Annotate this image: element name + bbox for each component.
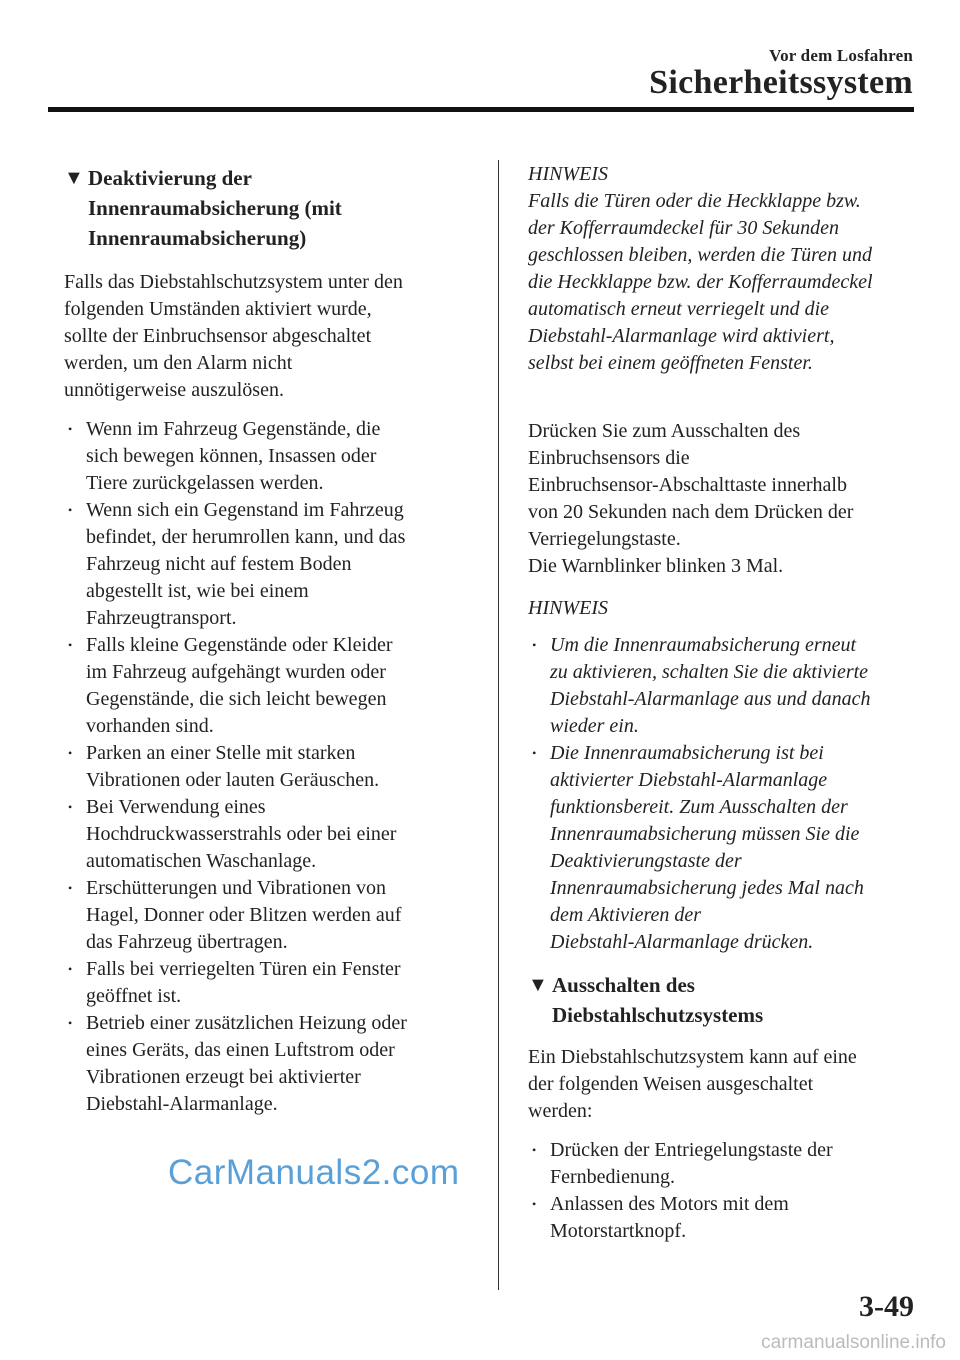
page-number: 3-49 — [859, 1290, 914, 1323]
text-line: Ein Diebstahlschutzsystem kann auf eine — [528, 1046, 857, 1068]
note-label: HINWEIS — [528, 163, 608, 185]
text-line: sich bewegen können, Insassen oder — [86, 445, 377, 467]
text-line: • Drücken der Entriegelungstaste der — [550, 1139, 833, 1161]
text-line: automatisch erneut verriegelt und die — [528, 298, 830, 320]
text-line: selbst bei einem geöffneten Fenster. — [528, 352, 813, 374]
footer-watermark: carmanualsonline.info — [761, 1332, 946, 1353]
text-line: geöffnet ist. — [86, 985, 182, 1007]
text-line: Vibrationen oder lauten Geräuschen. — [86, 769, 380, 791]
watermark-logo: CarManuals2.com — [168, 1153, 460, 1192]
text-line: Fernbedienung. — [550, 1166, 675, 1188]
triangle-marker-icon: ▼ — [528, 974, 548, 996]
text-line: Motorstartknopf. — [550, 1220, 687, 1242]
text-line: von 20 Sekunden nach dem Drücken der — [528, 501, 854, 523]
list-item — [46, 794, 474, 875]
text-line: Gegenstände, die sich leicht bewegen — [86, 688, 387, 710]
text-line: Vibrationen erzeugt bei aktivierter — [86, 1066, 361, 1088]
text-line: • Falls kleine Gegenstände oder Kleider — [86, 634, 393, 656]
text-line: funktionsbereit. Zum Ausschalten der — [550, 796, 848, 818]
left-column — [64, 163, 474, 1118]
list-item — [510, 740, 920, 956]
text-line: im Fahrzeug aufgehängt wurden oder — [86, 661, 386, 683]
condition-list — [46, 416, 474, 1118]
text-line: • Um die Innenraumabsicherung erneut — [550, 634, 857, 656]
text-line: • Betrieb einer zusätzlichen Heizung oder — [86, 1012, 407, 1034]
note-label: HINWEIS — [528, 597, 608, 619]
text-line: • Parken an einer Stelle mit starken — [86, 742, 356, 764]
header-rule — [48, 107, 914, 112]
chapter-heading: Vor dem Losfahren — [769, 46, 913, 65]
text-line: • Falls bei verriegelten Türen ein Fenster — [86, 958, 401, 980]
section-heading — [64, 163, 474, 253]
text-line: abgestellt ist, wie bei einem — [86, 580, 309, 602]
text-line: werden: — [528, 1100, 593, 1122]
text-line: die Heckklappe bzw. der Kofferraumdeckel — [528, 271, 873, 293]
text-line: vorhanden sind. — [86, 715, 214, 737]
text-line: befindet, der herumrollen kann, und das — [86, 526, 406, 548]
text-line: Innenraumabsicherung müssen Sie die — [550, 823, 860, 845]
text-line: Tiere zurückgelassen werden. — [86, 472, 324, 494]
list-item — [510, 1191, 920, 1245]
list-item — [510, 632, 920, 740]
text-line: Deaktivierungstaste der — [550, 850, 742, 872]
note-list — [510, 632, 920, 956]
text-line: wieder ein. — [550, 715, 639, 737]
list-item — [46, 956, 474, 1010]
text-line: Drücken Sie zum Ausschalten des — [528, 420, 801, 442]
section-title-line: Deaktivierung der — [88, 166, 252, 190]
note-box — [528, 161, 920, 377]
list-item — [46, 875, 474, 956]
text-line: folgenden Umständen aktiviert wurde, — [64, 298, 372, 320]
list-item — [46, 497, 474, 632]
intro-paragraph — [64, 269, 474, 404]
text-line: Falls das Diebstahlschutzsystem unter den — [64, 271, 403, 293]
list-item — [510, 1137, 920, 1191]
text-line: • Wenn sich ein Gegenstand im Fahrzeug — [86, 499, 404, 521]
right-column — [528, 163, 920, 1245]
text-line: Innenraumabsicherung jedes Mal nach — [550, 877, 864, 899]
text-line: • Bei Verwendung eines — [86, 796, 266, 818]
text-line: Diebstahl-Alarmanlage drücken. — [550, 931, 814, 953]
section-title-line: Innenraumabsicherung) — [88, 226, 307, 250]
text-line: eines Geräts, das einen Luftstrom oder — [86, 1039, 395, 1061]
note-text — [528, 188, 920, 377]
text-line: geschlossen bleiben, werden die Türen und — [528, 244, 873, 266]
text-line: der Kofferraumdeckel für 30 Sekunden — [528, 217, 840, 239]
note-box — [528, 595, 920, 956]
triangle-marker-icon: ▼ — [64, 167, 84, 189]
intro-paragraph — [528, 1044, 920, 1125]
text-line: der folgenden Weisen ausgeschaltet — [528, 1073, 814, 1095]
list-item — [46, 416, 474, 497]
section-title-line: Innenraumabsicherung (mit — [88, 196, 342, 220]
text-line: Diebstahl-Alarmanlage. — [86, 1093, 278, 1115]
text-line: Die Warnblinker blinken 3 Mal. — [528, 555, 784, 577]
text-line: Einbruchsensors die — [528, 447, 690, 469]
column-divider — [498, 160, 499, 1290]
text-line: Diebstahl-Alarmanlage aus und danach — [550, 688, 871, 710]
text-line: • Erschütterungen und Vibrationen von — [86, 877, 387, 899]
text-line: Falls die Türen oder die Heckklappe bzw. — [528, 190, 861, 212]
page-title: Sicherheitssystem — [649, 64, 913, 101]
text-line: Hagel, Donner oder Blitzen werden auf — [86, 904, 402, 926]
text-line: Hochdruckwasserstrahls oder bei einer — [86, 823, 397, 845]
text-line: Fahrzeug nicht auf festem Boden — [86, 553, 352, 575]
list-item — [46, 740, 474, 794]
text-line: • Wenn im Fahrzeug Gegenstände, die — [86, 418, 381, 440]
text-line: Verriegelungstaste. — [528, 528, 681, 550]
text-line: aktivierter Diebstahl-Alarmanlage — [550, 769, 828, 791]
instruction-paragraph — [528, 418, 920, 580]
list-item — [46, 1010, 474, 1118]
section-title-line: Ausschalten des — [552, 973, 695, 997]
text-line: Diebstahl-Alarmanlage wird aktiviert, — [528, 325, 835, 347]
text-line: Einbruchsensor-Abschalttaste innerhalb — [528, 474, 847, 496]
section-heading — [528, 970, 920, 1030]
text-line: sollte der Einbruchsensor abgeschaltet — [64, 325, 372, 347]
section-title-line: Diebstahlschutzsystems — [552, 1003, 764, 1027]
text-line: dem Aktivieren der — [550, 904, 702, 926]
text-line: das Fahrzeug übertragen. — [86, 931, 288, 953]
text-line: werden, um den Alarm nicht — [64, 352, 293, 374]
method-list — [510, 1137, 920, 1245]
text-line: automatischen Waschanlage. — [86, 850, 317, 872]
text-line: • Die Innenraumabsicherung ist bei — [550, 742, 824, 764]
text-line: Fahrzeugtransport. — [86, 607, 237, 629]
text-line: unnötigerweise auszulösen. — [64, 379, 284, 401]
text-line: zu aktivieren, schalten Sie die aktivierte — [550, 661, 869, 683]
text-line: • Anlassen des Motors mit dem — [550, 1193, 789, 1215]
list-item — [46, 632, 474, 740]
